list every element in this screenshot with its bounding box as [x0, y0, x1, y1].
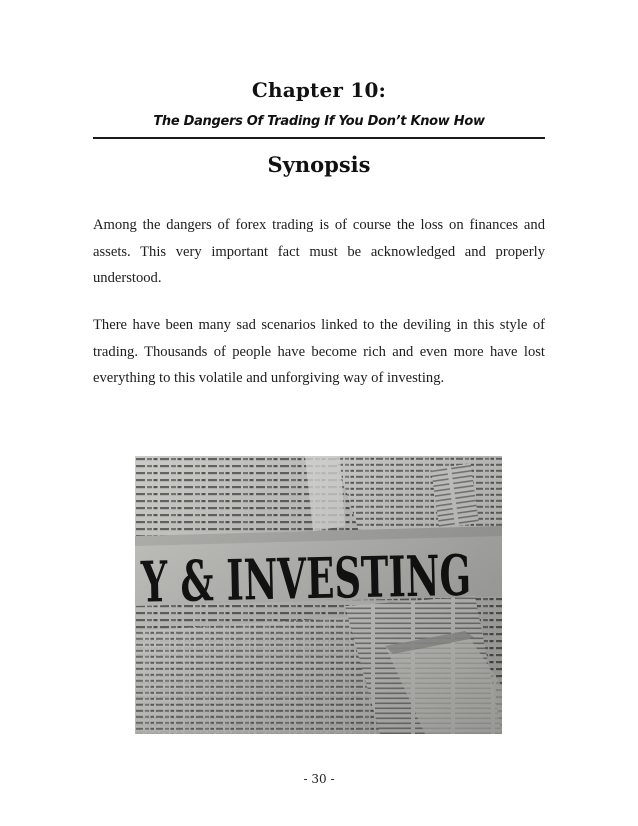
title-divider — [93, 137, 545, 139]
paragraph-2: There have been many sad scenarios linked to the deviling in this style of trading. Thousands of people have become rich and even more have lost everything to this volatile and unforgiving way of investing. — [93, 317, 545, 386]
newspaper-photo — [135, 456, 502, 734]
section-heading: Synopsis — [267, 152, 371, 177]
page-number: - 30 - — [303, 772, 335, 786]
chapter-subtitle: The Dangers Of Trading If You Don’t Know How — [153, 114, 485, 129]
paragraph-1: Among the dangers of forex trading is of course the loss on finances and assets. This very important fact must be acknowledged and properly understood. — [93, 217, 545, 286]
chapter-title: Chapter 10: — [251, 78, 387, 102]
photo-shading — [135, 456, 502, 734]
